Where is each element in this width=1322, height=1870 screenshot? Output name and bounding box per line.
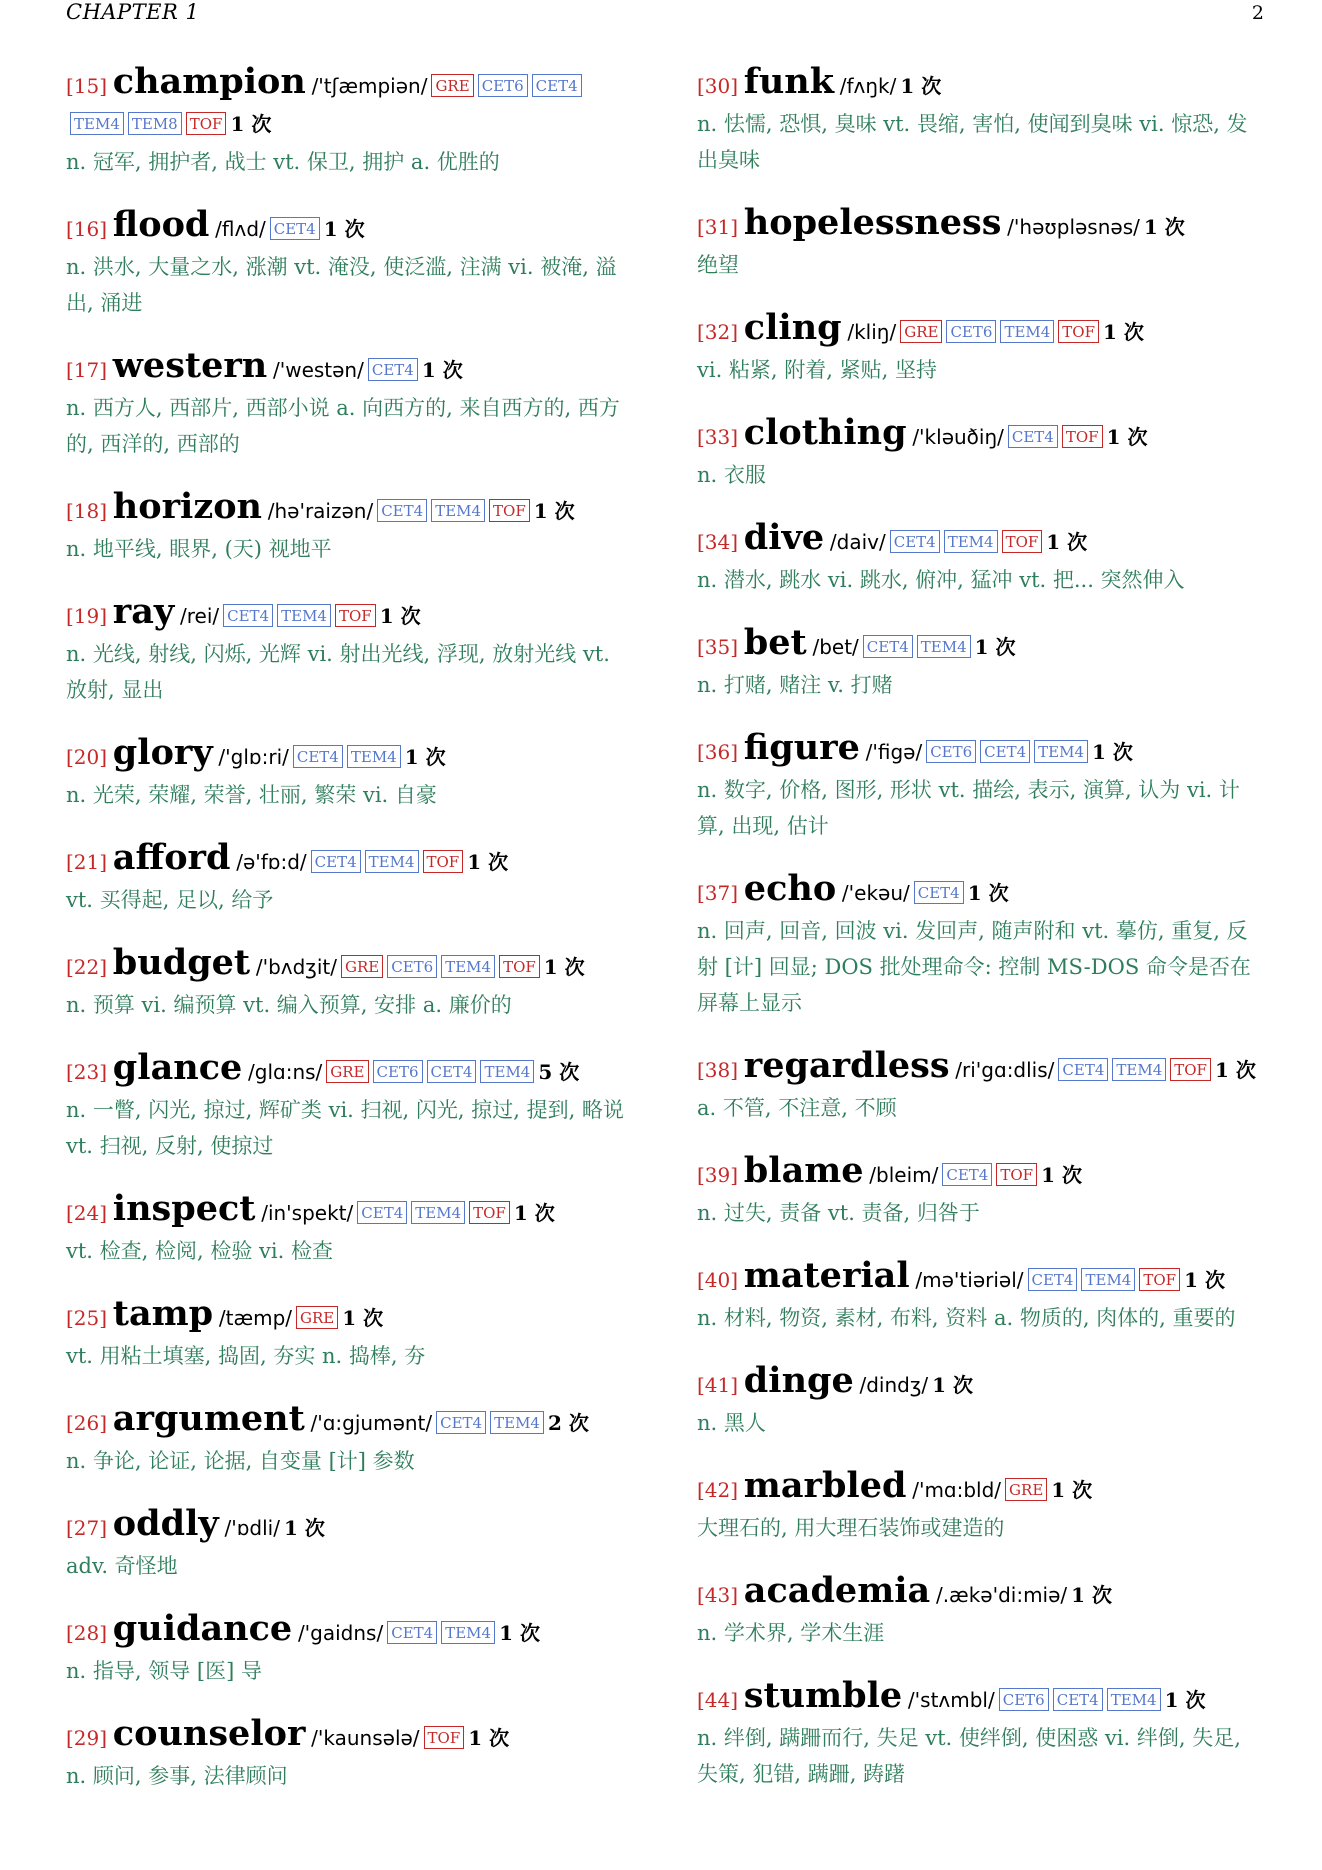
phonetic: /in'spekt/ bbox=[261, 1201, 354, 1225]
definition: n. 过失, 责备 vt. 责备, 归咎于 bbox=[697, 1201, 980, 1225]
vocab-entry bbox=[697, 727, 1267, 844]
phonetic: /dindʒ/ bbox=[859, 1373, 929, 1397]
phonetic: /'gaidns/ bbox=[297, 1621, 384, 1645]
exam-tag: TOF bbox=[499, 955, 540, 978]
definition: n. 预算 vi. 编预算 vt. 编入预算, 安排 a. 廉价的 bbox=[66, 993, 512, 1017]
exam-tag: GRE bbox=[326, 1060, 368, 1083]
exam-tag: TEM4 bbox=[431, 499, 485, 522]
exam-tag: TEM4 bbox=[490, 1411, 544, 1434]
vocab-entry bbox=[697, 412, 1267, 493]
definition: n. 光荣, 荣耀, 荣誉, 壮丽, 繁荣 vi. 自豪 bbox=[66, 783, 437, 807]
entry-heading bbox=[66, 837, 636, 882]
exam-tag: CET6 bbox=[999, 1688, 1049, 1711]
headword: budget bbox=[112, 942, 251, 983]
exam-tag: TOF bbox=[1002, 530, 1043, 553]
entry-heading bbox=[66, 1047, 636, 1092]
vocab-entry bbox=[66, 1503, 636, 1584]
headword: western bbox=[112, 345, 268, 386]
phonetic: /glɑ:ns/ bbox=[248, 1060, 323, 1084]
exam-tag: GRE bbox=[1005, 1478, 1047, 1501]
phonetic: /tæmp/ bbox=[218, 1306, 293, 1330]
occurrence-count: 1 次 bbox=[1103, 320, 1144, 344]
headword: ray bbox=[112, 591, 175, 632]
entry-number: [34] bbox=[697, 530, 739, 554]
entry-heading bbox=[66, 345, 636, 390]
entry-number: [26] bbox=[66, 1411, 108, 1435]
entry-heading bbox=[66, 486, 636, 531]
exam-tag: CET4 bbox=[311, 850, 361, 873]
phonetic: /mə'tiəriəl/ bbox=[915, 1268, 1024, 1292]
occurrence-count: 1 次 bbox=[342, 1306, 384, 1330]
entry-heading bbox=[66, 1503, 636, 1548]
occurrence-count: 1 次 bbox=[1092, 740, 1133, 764]
phonetic: /'figə/ bbox=[865, 740, 923, 764]
headword: dive bbox=[743, 517, 825, 558]
entry-number: [35] bbox=[697, 635, 739, 659]
occurrence-count: 1 次 bbox=[543, 955, 585, 979]
entry-heading bbox=[697, 412, 1267, 457]
exam-tag: CET6 bbox=[387, 955, 437, 978]
phonetic: /'bʌdʒit/ bbox=[255, 955, 337, 979]
headword: hopelessness bbox=[743, 202, 1002, 243]
entry-heading bbox=[66, 1188, 636, 1233]
exam-tag: TOF bbox=[1062, 425, 1103, 448]
exam-tag: CET4 bbox=[890, 530, 940, 553]
phonetic: /'həʊpləsnəs/ bbox=[1007, 215, 1140, 239]
occurrence-count: 1 次 bbox=[1041, 1163, 1082, 1187]
entry-number: [21] bbox=[66, 850, 108, 874]
phonetic: /daiv/ bbox=[829, 530, 886, 554]
exam-tag: CET4 bbox=[1008, 425, 1058, 448]
exam-tag: CET4 bbox=[532, 74, 582, 97]
occurrence-count: 2 次 bbox=[547, 1411, 589, 1435]
exam-tag: CET4 bbox=[387, 1621, 437, 1644]
exam-tag: TOF bbox=[1170, 1058, 1211, 1081]
headword: marbled bbox=[743, 1465, 907, 1506]
entry-number: [38] bbox=[697, 1058, 739, 1082]
headword: stumble bbox=[743, 1675, 903, 1716]
headword: cling bbox=[743, 307, 842, 348]
phonetic: /rei/ bbox=[180, 604, 220, 628]
entry-heading bbox=[697, 1465, 1267, 1510]
entry-heading bbox=[697, 202, 1267, 247]
entry-heading bbox=[66, 942, 636, 987]
definition: n. 指导, 领导 [医] 导 bbox=[66, 1659, 262, 1683]
vocab-entry bbox=[697, 517, 1267, 598]
headword: figure bbox=[743, 727, 860, 768]
exam-tag: CET6 bbox=[926, 740, 976, 763]
definition: n. 顾问, 参事, 法律顾问 bbox=[66, 1764, 288, 1788]
exam-tag: CET4 bbox=[914, 881, 964, 904]
headword: horizon bbox=[112, 486, 262, 527]
phonetic: /'ekəu/ bbox=[841, 881, 910, 905]
entry-number: [39] bbox=[697, 1163, 739, 1187]
exam-tag: CET4 bbox=[863, 635, 913, 658]
headword: afford bbox=[112, 837, 231, 878]
definition: vt. 用粘土填塞, 捣固, 夯实 n. 捣棒, 夯 bbox=[66, 1344, 426, 1368]
exam-tag: CET4 bbox=[368, 358, 418, 381]
definition: n. 潜水, 跳水 vi. 跳水, 俯冲, 猛冲 vt. 把... 突然伸入 bbox=[697, 568, 1185, 592]
entry-heading bbox=[697, 1675, 1267, 1720]
entry-number: [36] bbox=[697, 740, 739, 764]
phonetic: /ə'fɒ:d/ bbox=[236, 850, 307, 874]
headword: oddly bbox=[112, 1503, 219, 1544]
entry-number: [22] bbox=[66, 955, 108, 979]
occurrence-count: 1 次 bbox=[974, 635, 1016, 659]
exam-tag: TEM4 bbox=[944, 530, 998, 553]
vocab-entry bbox=[66, 1713, 636, 1794]
phonetic: /flʌd/ bbox=[215, 217, 266, 241]
exam-tag: TEM4 bbox=[917, 635, 971, 658]
headword: glory bbox=[112, 732, 213, 773]
phonetic: /'westən/ bbox=[272, 358, 364, 382]
vocab-entry bbox=[697, 1675, 1267, 1792]
definition: a. 不管, 不注意, 不顾 bbox=[697, 1096, 897, 1120]
entry-number: [19] bbox=[66, 604, 108, 628]
exam-tag: GRE bbox=[900, 320, 942, 343]
exam-tag: TEM4 bbox=[441, 955, 495, 978]
definition: n. 打赌, 赌注 v. 打赌 bbox=[697, 673, 893, 697]
occurrence-count: 1 次 bbox=[283, 1516, 325, 1540]
entry-number: [32] bbox=[697, 320, 739, 344]
entry-number: [17] bbox=[66, 358, 108, 382]
exam-tag: TEM4 bbox=[70, 112, 124, 135]
entry-heading bbox=[697, 727, 1267, 772]
chapter-title: CHAPTER 1 bbox=[66, 0, 200, 24]
entry-heading bbox=[697, 1570, 1267, 1615]
entry-heading bbox=[66, 591, 636, 636]
entry-number: [43] bbox=[697, 1583, 739, 1607]
occurrence-count: 1 次 bbox=[1106, 425, 1148, 449]
exam-tag: CET6 bbox=[478, 74, 528, 97]
entry-heading bbox=[697, 1360, 1267, 1405]
phonetic: /'glɒ:ri/ bbox=[218, 745, 289, 769]
vocab-entry bbox=[66, 61, 636, 180]
vocab-entry bbox=[66, 732, 636, 813]
exam-tag: TOF bbox=[1058, 320, 1099, 343]
definition: n. 黑人 bbox=[697, 1411, 766, 1435]
exam-tag: TOF bbox=[423, 850, 464, 873]
occurrence-count: 1 次 bbox=[1184, 1268, 1225, 1292]
headword: blame bbox=[743, 1150, 864, 1191]
vocab-entry bbox=[697, 1465, 1267, 1546]
phonetic: /bet/ bbox=[812, 635, 859, 659]
exam-tag: GRE bbox=[341, 955, 383, 978]
exam-tag: TOF bbox=[424, 1726, 465, 1749]
headword: clothing bbox=[743, 412, 907, 453]
occurrence-count: 1 次 bbox=[1214, 1058, 1256, 1082]
phonetic: /'ɑ:gjumənt/ bbox=[310, 1411, 433, 1435]
headword: champion bbox=[112, 61, 306, 102]
entry-number: [28] bbox=[66, 1621, 108, 1645]
entry-number: [24] bbox=[66, 1201, 108, 1225]
entry-heading bbox=[697, 517, 1267, 562]
entry-number: [41] bbox=[697, 1373, 739, 1397]
vocab-entry bbox=[66, 837, 636, 918]
entry-heading bbox=[66, 204, 636, 249]
occurrence-count: 1 次 bbox=[1143, 215, 1185, 239]
occurrence-count: 1 次 bbox=[1164, 1688, 1206, 1712]
headword: flood bbox=[112, 204, 210, 245]
definition: n. 衣服 bbox=[697, 463, 766, 487]
definition: n. 一瞥, 闪光, 掠过, 辉矿类 vi. 扫视, 闪光, 掠过, 提到, 略说 vt. 扫视, 反射, 使掠过 bbox=[66, 1098, 624, 1158]
exam-tag: TEM4 bbox=[441, 1621, 495, 1644]
headword: academia bbox=[743, 1570, 931, 1611]
vocab-entry bbox=[697, 622, 1267, 703]
definition: n. 洪水, 大量之水, 涨潮 vt. 淹没, 使泛滥, 注满 vi. 被淹, 溢出, 涌进 bbox=[66, 255, 617, 315]
headword: material bbox=[743, 1255, 910, 1296]
exam-tag: TEM4 bbox=[347, 745, 401, 768]
exam-tag: CET4 bbox=[1053, 1688, 1103, 1711]
occurrence-count: 1 次 bbox=[513, 1201, 555, 1225]
headword: dinge bbox=[743, 1360, 854, 1401]
vocab-entry bbox=[697, 1570, 1267, 1651]
vocab-entry bbox=[66, 345, 636, 462]
exam-tag: TEM4 bbox=[480, 1060, 534, 1083]
exam-tag: TEM4 bbox=[1081, 1268, 1135, 1291]
vocab-entry bbox=[66, 204, 636, 321]
entry-heading bbox=[697, 622, 1267, 667]
exam-tag: CET4 bbox=[357, 1201, 407, 1224]
exam-tag: CET4 bbox=[980, 740, 1030, 763]
exam-tag: CET4 bbox=[223, 604, 273, 627]
exam-tag: TEM4 bbox=[1000, 320, 1054, 343]
entry-number: [42] bbox=[697, 1478, 739, 1502]
occurrence-count: 1 次 bbox=[230, 112, 272, 136]
headword: funk bbox=[743, 61, 834, 102]
page-number: 2 bbox=[1251, 2, 1264, 24]
phonetic: /'tʃæmpiən/ bbox=[311, 74, 428, 98]
definition: n. 冠军, 拥护者, 战士 vt. 保卫, 拥护 a. 优胜的 bbox=[66, 150, 500, 174]
vocab-entry bbox=[697, 202, 1267, 283]
occurrence-count: 1 次 bbox=[404, 745, 446, 769]
phonetic: /hə'raizən/ bbox=[267, 499, 374, 523]
headword: bet bbox=[743, 622, 807, 663]
vocab-entry bbox=[66, 1398, 636, 1479]
occurrence-count: 1 次 bbox=[967, 881, 1009, 905]
phonetic: /'kləuðiŋ/ bbox=[912, 425, 1004, 449]
definition: vi. 粘紧, 附着, 紧贴, 坚持 bbox=[697, 358, 937, 382]
entry-heading bbox=[697, 868, 1267, 913]
occurrence-count: 1 次 bbox=[379, 604, 421, 628]
exam-tag: CET4 bbox=[1058, 1058, 1108, 1081]
entry-heading bbox=[697, 1045, 1267, 1090]
entry-number: [37] bbox=[697, 881, 739, 905]
exam-tag: CET4 bbox=[293, 745, 343, 768]
exam-tag: CET4 bbox=[377, 499, 427, 522]
vocab-entry bbox=[697, 1150, 1267, 1231]
entry-number: [27] bbox=[66, 1516, 108, 1540]
exam-tag: CET4 bbox=[436, 1411, 486, 1434]
definition: n. 争论, 论证, 论据, 自变量 [计] 参数 bbox=[66, 1449, 415, 1473]
exam-tag: TOF bbox=[996, 1163, 1037, 1186]
entry-number: [20] bbox=[66, 745, 108, 769]
vocab-entry bbox=[66, 1608, 636, 1689]
exam-tag: TEM4 bbox=[365, 850, 419, 873]
occurrence-count: 1 次 bbox=[1071, 1583, 1113, 1607]
headword: inspect bbox=[112, 1188, 256, 1229]
occurrence-count: 1 次 bbox=[932, 1373, 974, 1397]
exam-tag: TEM4 bbox=[1107, 1688, 1161, 1711]
headword: argument bbox=[112, 1398, 305, 1439]
vocab-entry bbox=[697, 1045, 1267, 1126]
vocab-entry bbox=[66, 942, 636, 1023]
occurrence-count: 1 次 bbox=[467, 850, 509, 874]
vocab-entry bbox=[697, 307, 1267, 388]
exam-tag: TEM4 bbox=[411, 1201, 465, 1224]
occurrence-count: 5 次 bbox=[538, 1060, 580, 1084]
headword: guidance bbox=[112, 1608, 293, 1649]
occurrence-count: 1 次 bbox=[1051, 1478, 1093, 1502]
exam-tag: TEM8 bbox=[128, 112, 182, 135]
entry-heading bbox=[66, 732, 636, 777]
entry-heading bbox=[697, 1255, 1267, 1300]
entry-number: [15] bbox=[66, 74, 108, 98]
occurrence-count: 1 次 bbox=[900, 74, 942, 98]
entry-heading bbox=[697, 307, 1267, 352]
vocab-entry bbox=[66, 486, 636, 567]
entry-heading bbox=[66, 1713, 636, 1758]
exam-tag: TEM4 bbox=[1112, 1058, 1166, 1081]
headword: echo bbox=[743, 868, 837, 909]
vocab-entry bbox=[66, 591, 636, 708]
definition: n. 绊倒, 蹒跚而行, 失足 vt. 使绊倒, 使困惑 vi. 绊倒, 失足, 失策, 犯错, 蹒跚, 踌躇 bbox=[697, 1726, 1241, 1786]
occurrence-count: 1 次 bbox=[468, 1726, 510, 1750]
exam-tag: TOF bbox=[1139, 1268, 1180, 1291]
definition: n. 西方人, 西部片, 西部小说 a. 向西方的, 来自西方的, 西方的, 西洋的, 西部的 bbox=[66, 396, 620, 456]
phonetic: /'stʌmbl/ bbox=[907, 1688, 995, 1712]
vocab-entry bbox=[697, 1255, 1267, 1336]
entry-number: [40] bbox=[697, 1268, 739, 1292]
vocab-entry bbox=[697, 61, 1267, 178]
entry-number: [25] bbox=[66, 1306, 108, 1330]
entry-number: [30] bbox=[697, 74, 739, 98]
headword: counselor bbox=[112, 1713, 306, 1754]
vocab-entry bbox=[66, 1293, 636, 1374]
definition: n. 数字, 价格, 图形, 形状 vt. 描绘, 表示, 演算, 认为 vi. 计算, 出现, 估计 bbox=[697, 778, 1240, 838]
definition: 绝望 bbox=[697, 253, 739, 277]
definition: n. 光线, 射线, 闪烁, 光辉 vi. 射出光线, 浮现, 放射光线 vt. 放射, 显出 bbox=[66, 642, 610, 702]
phonetic: /kliŋ/ bbox=[847, 320, 897, 344]
phonetic: /'kaunsələ/ bbox=[311, 1726, 420, 1750]
entry-heading bbox=[697, 61, 1267, 106]
definition: n. 学术界, 学术生涯 bbox=[697, 1621, 885, 1645]
vocab-entry bbox=[66, 1047, 636, 1164]
entry-heading bbox=[66, 1608, 636, 1653]
occurrence-count: 1 次 bbox=[421, 358, 463, 382]
exam-tag: CET4 bbox=[270, 217, 320, 240]
headword: glance bbox=[112, 1047, 243, 1088]
occurrence-count: 1 次 bbox=[1046, 530, 1088, 554]
exam-tag: CET6 bbox=[946, 320, 996, 343]
definition: n. 地平线, 眼界, (天) 视地平 bbox=[66, 537, 332, 561]
exam-tag: CET4 bbox=[1028, 1268, 1078, 1291]
definition: vt. 检查, 检阅, 检验 vi. 检查 bbox=[66, 1239, 333, 1263]
exam-tag: TOF bbox=[489, 499, 530, 522]
entry-heading bbox=[66, 61, 636, 144]
occurrence-count: 1 次 bbox=[499, 1621, 540, 1645]
exam-tag: TEM4 bbox=[277, 604, 331, 627]
definition: n. 怯懦, 恐惧, 臭味 vt. 畏缩, 害怕, 使闻到臭味 vi. 惊恐, 发出臭味 bbox=[697, 112, 1248, 172]
definition: vt. 买得起, 足以, 给予 bbox=[66, 888, 274, 912]
entry-number: [33] bbox=[697, 425, 739, 449]
phonetic: /ri'gɑ:dlis/ bbox=[955, 1058, 1055, 1082]
phonetic: /fʌŋk/ bbox=[839, 74, 897, 98]
exam-tag: GRE bbox=[296, 1306, 338, 1329]
entry-number: [23] bbox=[66, 1060, 108, 1084]
exam-tag: TOF bbox=[469, 1201, 510, 1224]
exam-tag: TOF bbox=[335, 604, 376, 627]
entry-heading bbox=[66, 1293, 636, 1338]
headword: tamp bbox=[112, 1293, 214, 1334]
occurrence-count: 1 次 bbox=[533, 499, 575, 523]
exam-tag: TEM4 bbox=[1034, 740, 1088, 763]
exam-tag: CET4 bbox=[427, 1060, 477, 1083]
vocab-entry bbox=[697, 1360, 1267, 1441]
entry-heading bbox=[697, 1150, 1267, 1195]
definition: adv. 奇怪地 bbox=[66, 1554, 178, 1578]
entry-number: [31] bbox=[697, 215, 739, 239]
entry-heading bbox=[66, 1398, 636, 1443]
entry-number: [18] bbox=[66, 499, 108, 523]
definition: n. 回声, 回音, 回波 vi. 发回声, 随声附和 vt. 摹仿, 重复, 反射 [计] 回显; DOS 批处理命令: 控制 MS-DOS 命令是否在屏幕上显示 bbox=[697, 919, 1251, 1015]
entry-number: [16] bbox=[66, 217, 108, 241]
phonetic: /'ɒdli/ bbox=[224, 1516, 280, 1540]
definition: n. 材料, 物资, 素材, 布料, 资料 a. 物质的, 肉体的, 重要的 bbox=[697, 1306, 1236, 1330]
left-column bbox=[66, 61, 636, 1821]
definition: 大理石的, 用大理石装饰或建造的 bbox=[697, 1516, 1005, 1540]
exam-tag: CET4 bbox=[942, 1163, 992, 1186]
phonetic: /bleim/ bbox=[869, 1163, 939, 1187]
exam-tag: GRE bbox=[431, 74, 473, 97]
exam-tag: CET6 bbox=[373, 1060, 423, 1083]
phonetic: /'mɑ:bld/ bbox=[912, 1478, 1002, 1502]
entry-number: [29] bbox=[66, 1726, 108, 1750]
occurrence-count: 1 次 bbox=[323, 217, 365, 241]
entry-number: [44] bbox=[697, 1688, 739, 1712]
exam-tag: TOF bbox=[186, 112, 227, 135]
vocab-entry bbox=[697, 868, 1267, 1021]
right-column bbox=[697, 61, 1267, 1819]
phonetic: /.ækə'di:miə/ bbox=[935, 1583, 1068, 1607]
headword: regardless bbox=[743, 1045, 950, 1086]
vocab-entry bbox=[66, 1188, 636, 1269]
